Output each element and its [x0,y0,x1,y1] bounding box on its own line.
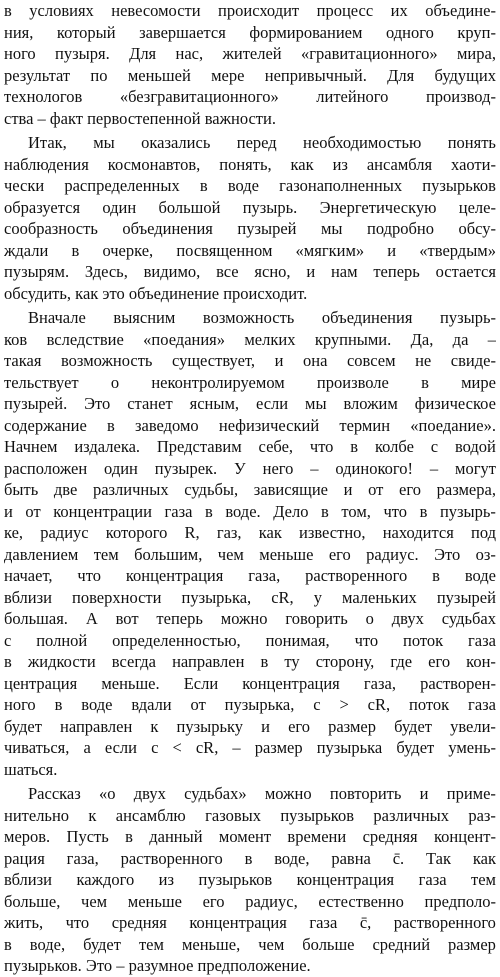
text-line: быть две различных судьбы, зависящие и от его размера, [4,480,496,499]
document-page [4,0,496,977]
text-line: Начнем издалека. Представим себе, что в колбе с водой [4,437,496,456]
text-line: нительно к ансамблю газовых пузырьков различных раз- [4,805,496,825]
text-line: чески распределенных в воде газонаполненных пузырьков [4,176,496,195]
text-line: рация газа, растворенного в воде, равна c̄. Так как [4,848,496,868]
text-line: Итак, мы оказались перед необходимостью понять [28,133,496,152]
text-line: ков вследствие «поедания» мелких крупными. Да, да – [4,329,496,349]
text-line: меров. Пусть в данный момент времени средняя концент- [4,827,496,846]
text-line: тельствует о неконтролируемом произволе в мире [4,372,496,392]
text-line: результат по меньшей мере непривычный. Для будущих [4,65,496,85]
text-line: содержание в заведомо нефизический термин «поедание». [4,415,496,435]
paragraph-3 [4,307,496,780]
text-line: жить, что средняя концентрация газа c̄, растворенного [4,913,496,932]
text-line: с полной определенностью, понимая, что поток газа [4,630,496,650]
text-line: давлением тем большим, чем меньше его радиус. Это оз- [4,544,496,564]
text-line: начает, что концентрация газа, растворенного в воде [4,566,496,585]
text-line: большая. А вот теперь можно говорить о двух судьбах [4,609,496,628]
text-line: будет направлен к пузырьку и его размер будет увели- [4,716,496,736]
text-line: центрация меньше. Если концентрация газа, растворен- [4,673,496,693]
text-line: расположен один пузырек. У него – одинокого! – могут [4,458,496,478]
text-line: ного пузыря. Для нас, жителей «гравитационного» мира, [4,44,496,63]
text-line: вблизи поверхности пузырька, cR, у маленьких пузырей [4,587,496,607]
text-line: сообразность объединения пузырей мы подробно обсу- [4,219,496,238]
text-line: Рассказ «о двух судьбах» можно повторить и приме- [28,784,496,803]
paragraph-2 [4,132,496,304]
text-line: образуется один большой пузырь. Энергетическую целе- [4,197,496,217]
paragraph-4 [4,783,496,977]
text-line: технологов «безгравитационного» литейного производ- [4,87,496,106]
text-line: в жидкости всегда направлен в ту сторону, где его кон- [4,652,496,671]
text-line: пузырей. Это станет ясным, если мы вложим физическое [4,394,496,413]
text-line: ного в воде вдали от пузырька, c > cR, поток газа [4,695,496,714]
text-line: и от концентрации газа в воде. Дело в том, что в пузырь- [4,501,496,521]
text-line: Вначале выясним возможность объединения пузырь- [28,308,496,327]
text-line: ства – факт первостепенной важности. [4,108,276,128]
text-line: шаться. [4,759,58,779]
text-line: пузырям. Здесь, видимо, все ясно, и нам теперь остается [4,262,496,281]
text-line: в воде, будет тем меньше, чем больше средний размер [4,934,496,954]
text-line: ке, радиус которого R, газ, как известно, находится под [4,523,496,542]
text-line: пузырьков. Это – разумное предположение. [4,956,311,975]
text-line: в условиях невесомости происходит процесс их объедине- [4,1,496,20]
text-line: такая возможность существует, и она совсем не свиде- [4,351,496,370]
text-line: наблюдения космонавтов, понять, как из ансамбля хаоти- [4,154,496,174]
text-line: ждали в очерке, посвященном «мягким» и «твердым» [4,240,496,260]
text-line: ния, который завершается формированием одного круп- [4,22,496,42]
text-line: чиваться, а если c < cR, – размер пузырька будет умень- [4,738,496,757]
text-line: обсудить, как это объединение происходит. [4,283,308,303]
text-line: вблизи каждого из пузырьков концентрация газа тем [4,870,496,889]
paragraph-1 [4,0,496,129]
text-line: больше, чем меньше его радиус, естественно предполо- [4,891,496,911]
